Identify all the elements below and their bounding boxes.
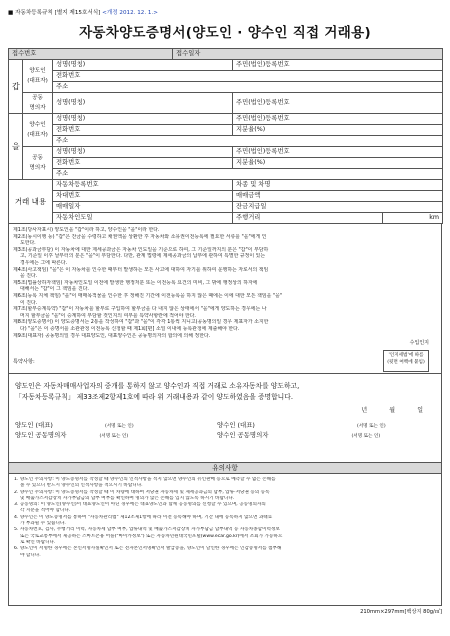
notice-line: 야 합니다. xyxy=(20,552,41,558)
day-label: 일 xyxy=(417,407,423,414)
joint-transferee-name-field[interactable]: 성명(명칭) xyxy=(53,147,233,158)
clause-line: 다) "을"은 이 증명서를 소관관청 이전등록 신청할 때 제1회[편] 소일 이내에 등록관청에 제출해야 한다. xyxy=(20,325,240,332)
clause-line: 이 진다. xyxy=(20,299,38,306)
joint-transferee-address-field[interactable]: 주소 xyxy=(53,169,443,180)
clause-line: 머지 할부금을 "을"이 승계하여 부담할 것인지의 여부를 특약사항란에 적어야 한다. xyxy=(20,312,196,319)
mileage-unit: km xyxy=(383,213,443,224)
notice-line: 1. 양도인 주의사항: 이 양도증명서를 작성할 때 양수인의 인적사항을 적지 않으면 양수인의 유인판매 등으로 예측할 수 없는 손해를 xyxy=(14,477,276,482)
clause-line: 을 진다. xyxy=(20,273,38,280)
transferee-id-field[interactable]: 주민(법인)등록번호 xyxy=(233,114,443,125)
notice-line: 3. 공동명의: 이 양도인(양수인)이 대표양도인이 아닌 경우에는 대표양도인과 함께 공동명의를 신청할 수 있으며, 공동명의자의 xyxy=(14,502,266,508)
reg-no-field[interactable]: 자동차등록번호 xyxy=(53,180,233,191)
notice-title: 유의사항 xyxy=(8,462,442,474)
price-field[interactable]: 매매금액 xyxy=(233,191,443,202)
mileage-field[interactable]: 주행거리 xyxy=(233,213,383,224)
party-gap-label: 갑 xyxy=(9,60,23,114)
vin-field[interactable]: 차대번호 xyxy=(53,191,233,202)
clause-line: 제7조(할부승계특약) "갑"이 자동차를 할부로 구입하여 할부금을 다 내지 않은 상태에서 "을"에게 양도하는 경우에는 나 xyxy=(13,306,267,313)
notice-line: 볼 수 있으니 반드시 양수인의 인적사항을 적으시기 바랍니다. xyxy=(20,483,143,489)
transferee-phone-field[interactable]: 전화번호 xyxy=(53,125,233,136)
stamp-note-1: '인지세법'에 따름 xyxy=(388,353,424,358)
receipt-date-label: 접수일자 xyxy=(173,49,443,60)
balance-date-field[interactable]: 잔금지급일 xyxy=(233,202,443,213)
clause-line: 제2조(동시이행 등) "갑"은 잔금을 수령하고 채권액을 상환한 후 자동차와 소유권이전등록에 필요한 서류를 "을"에게 인 xyxy=(13,233,267,240)
transferee-share-field[interactable]: 지분율(%) xyxy=(233,125,443,136)
transferor-joint-signature[interactable]: 양도인 공동명의자 (서명 또는 인) xyxy=(15,431,129,439)
special-terms-label[interactable]: 특약사항: xyxy=(13,359,35,365)
clause-line: 제6조(등록 지체 책임) "을"이 매매목적물을 인수한 후 정해진 기간에 이전등록을 하지 않은 때에는 이에 대한 모든 책임을 "을" xyxy=(13,292,283,299)
transferee-rep-signature[interactable]: 양수인 (대표) (서명 또는 인) xyxy=(217,421,386,429)
transferee-name-field[interactable]: 성명(명칭) xyxy=(53,114,233,125)
transferee-address-field[interactable]: 주소 xyxy=(53,136,443,147)
clause-line: 제9조(대표자) 공동명의일 경우 대표양도인, 대표양수인은 공동명의자의 합의에 의해 정한다. xyxy=(13,332,211,339)
delivery-date-field[interactable]: 자동차인도일 xyxy=(53,213,233,224)
transferor-id-field[interactable]: 주민(법인)등록번호 xyxy=(233,60,443,71)
form-page xyxy=(8,8,442,615)
receipt-number-label: 접수번호 xyxy=(9,49,173,60)
clause-line: 제8조(양도증명서) 이 양도증명서는 2통을 작성하여 "갑"과 "을"이 각각 1통씩 지니고(공동명의일 경우 제표자가 소지한 xyxy=(13,319,269,326)
transferor-address-field[interactable]: 주소 xyxy=(53,82,443,93)
clause-line: 제3조(공과금부담) 이 자동차에 대한 제세공과금은 자동차 인도일을 기준으로 하여, 그 기준일까지의 분은 "갑"이 부담하 xyxy=(13,246,269,253)
notice-line: 가 부과될 수 있습니다. xyxy=(20,521,66,527)
revenue-stamp-box xyxy=(383,350,429,372)
clause-line: 대해서는 "갑"이 그 책임을 진다. xyxy=(20,286,89,293)
notice-section xyxy=(8,474,442,606)
clause-line: 도한다. xyxy=(20,240,36,247)
transfer-form-table xyxy=(8,48,443,224)
notice-line: 4. 양수인은 이 양도증명서를 통하여 "자동차관리법" 제12조제1항에 따라 이전 등록해야 하며, 기간 내에 등록하지 않으면 과태료 xyxy=(14,514,273,520)
certification-line-1: 양도인은 자동차매매사업자의 중개를 통하지 않고 양수인과 직접 거래로 소유자동차를 양도하고, xyxy=(15,382,300,390)
joint-transferor-name-field[interactable]: 성명(명칭) xyxy=(53,93,233,114)
transferor-rep-signature[interactable]: 양도인 (대표) (서명 또는 인) xyxy=(15,421,134,429)
clause-list xyxy=(13,227,437,339)
contract-clauses xyxy=(8,224,442,374)
clause-line: 제4조(사고책임) "을"은 이 자동차를 인수한 때부터 발생하는 모든 사고에 대하여 자기를 위하여 운행하는 자로서의 책임 xyxy=(13,266,269,273)
clause-line: 제5조(법률상하자책임) 자동차인도일 이전에 발생한 행정처분 또는 이전등록 요건의 미비, 그 밖에 행정상의 하자에 xyxy=(13,279,258,286)
clause-line: 제1조(당사자표시) 양도인을 "갑"이라 하고, 양수인을 "을"이라 한다. xyxy=(13,227,160,233)
stamp-note-2: (뒷면 여백에 붙임) xyxy=(387,359,425,365)
joint-transferee-share-field[interactable]: 지분율(%) xyxy=(233,158,443,169)
sale-date-field[interactable]: 매매일자 xyxy=(53,202,233,213)
transferor-label: 양도인 (대표자) xyxy=(23,60,53,93)
deal-section-label: 거래 내용 xyxy=(9,180,53,224)
notice-line: 5. 자동차번호, 검사, 주행거리 이력, 자동차세 납부 여부, 압류내역 및 배출가스저감장치 자가부담금 납부내역 등 자동차종합이력정보 xyxy=(14,527,280,533)
notice-line: 각 지분을 적어야 합니다. xyxy=(20,508,71,514)
transferor-name-field[interactable]: 성명(명칭) xyxy=(53,60,233,71)
receipt-row xyxy=(9,49,443,60)
transferee-label: 양수인 (대표자) xyxy=(23,114,53,147)
model-field[interactable]: 차종 및 차명 xyxy=(233,180,443,191)
joint-transferee-label: 공동 명의자 xyxy=(23,147,53,180)
year-label: 년 xyxy=(361,407,368,414)
clause-line: 경우에는 그에 따른다. xyxy=(20,259,68,266)
page-title: 자동차양도증명서(양도인 · 양수인 직접 거래용) xyxy=(79,25,371,41)
party-eul-label: 을 xyxy=(9,114,23,180)
notice-line: 로 확인 바랍니다. xyxy=(20,539,56,545)
regulation-text: ■ 자동차등록규칙 [별지 제15호서식] xyxy=(8,10,101,16)
notice-line: 및 배출가스저감장치 자가부담금의 납부 여부를 확인하여 명의가 않은 손해를 입지 않도록 하시기 바랍니다. xyxy=(20,495,235,501)
certification-date[interactable] xyxy=(341,405,423,414)
transferee-joint-signature[interactable]: 양수인 공동명의자 (서명 또는 인) xyxy=(217,431,381,439)
clause-line: 고, 기준일 이후 날부터의 분은 "을"이 부담한다. 다만, 관계 법령에 제세공과금의 납부에 관하여 특별한 규정이 있는 xyxy=(20,253,266,260)
joint-transferor-id-field[interactable]: 주민(법인)등록번호 xyxy=(233,93,443,114)
paper-size-footer: 210mm×297mm[백상지 80g/㎡] xyxy=(360,609,442,615)
certification-section xyxy=(8,374,442,462)
revenue-stamp-label: 수입인지 xyxy=(409,340,429,346)
joint-transferee-phone-field[interactable]: 전화번호 xyxy=(53,158,233,169)
notice-list xyxy=(14,477,436,559)
month-label: 월 xyxy=(389,407,396,414)
notice-line: 또는 국토교통부에서 제공하는 스마트폰용 어플("마이카정보") 또는 자동차민원대국민포털(www.ecar.go.kr)에서 조회가 가능하으 xyxy=(20,533,283,539)
joint-transferee-id-field[interactable]: 주민(법인)등록번호 xyxy=(233,147,443,158)
transferor-phone-field[interactable]: 전화번호 xyxy=(53,71,443,82)
joint-transferor-label: 공동 명의자 xyxy=(23,93,53,114)
form-header xyxy=(8,8,442,18)
certification-line-2: 「자동차등록규칙」 제33조제2항제1호에 따라 위 거래내용과 같이 양도하였음을 증명합니다. xyxy=(15,393,293,401)
notice-line: 2. 양수인 주의사항: 이 양도증명서를 작성할 때 이 차량에 대하여 저당권 자동차세 및 제세공과금의 납부, 압류·저당권 등의 등록 xyxy=(14,489,270,495)
notice-line: 6. 양도인이 서명한 경우에는 본인서명사실확인서 또는 전자본인서명확인서 발급증을, 양도인이 날인한 경우에는 인감증명서를 첨부해 xyxy=(14,546,282,552)
revised-date: <개정 2012. 12. 1.> xyxy=(102,10,158,16)
